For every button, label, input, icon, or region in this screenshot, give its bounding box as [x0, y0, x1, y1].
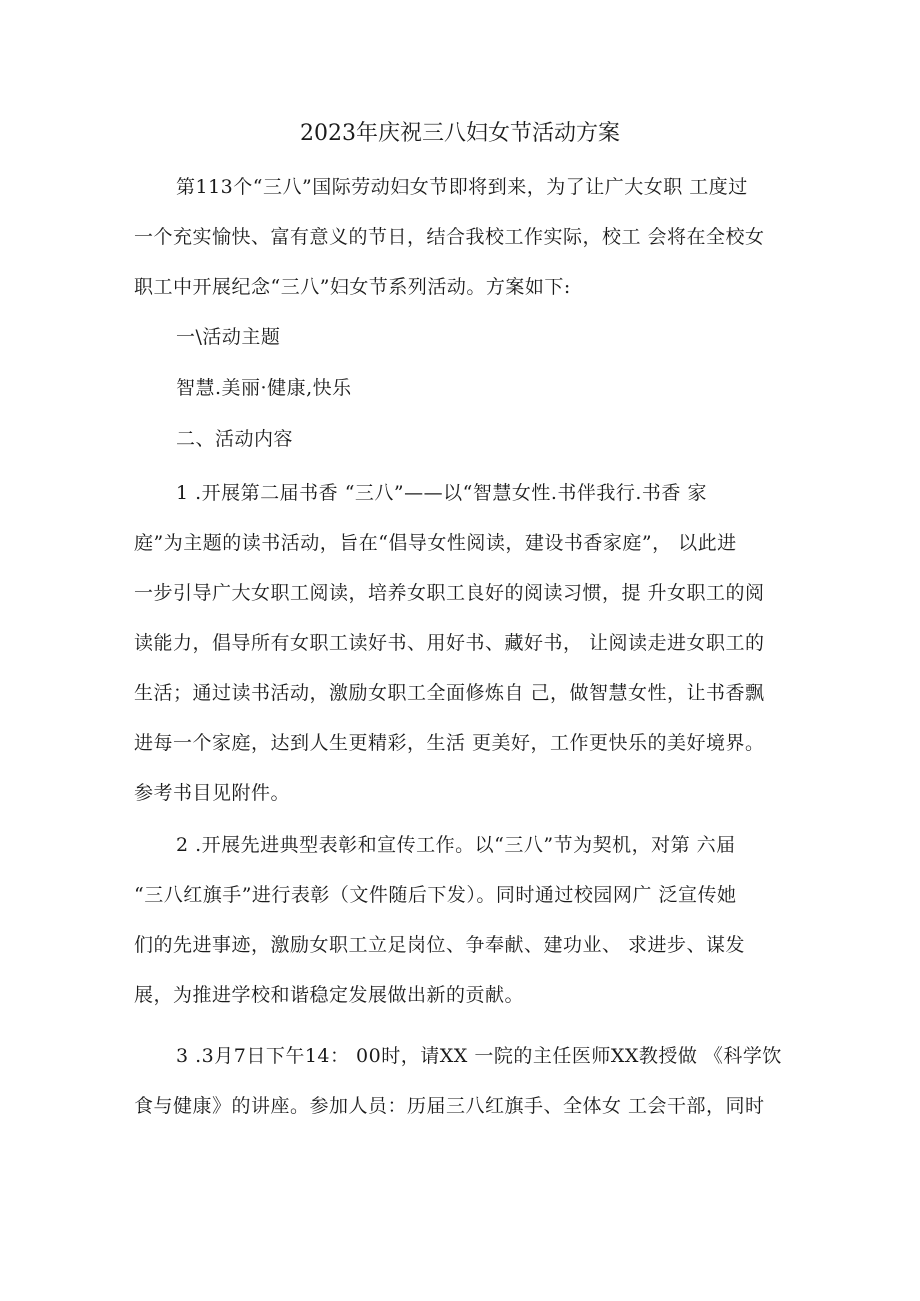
- paragraph-line: 食与健康》的讲座。参加人员：历届三八红旗手、全体女 工会干部，同时: [134, 1095, 765, 1117]
- paragraph-line: 一步引导广大女职工阅读，培养女职工良好的阅读习惯，提 升女职工的阅: [134, 582, 765, 604]
- theme-text: 智慧.美丽·健康,快乐: [176, 377, 352, 399]
- document-title: 2023年庆祝三八妇女节活动方案: [300, 121, 620, 146]
- paragraph-line: 们的先进事迹，激励女职工立足岗位、争奉献、建功业、 求进步、谋发: [134, 934, 746, 956]
- paragraph-line: 读能力，倡导所有女职工读好书、用好书、藏好书， 让阅读走进女职工的: [134, 632, 765, 654]
- paragraph-line: 生活；通过读书活动，激励女职工全面修炼自 己，做智慧女性，让书香飘: [134, 682, 765, 704]
- paragraph-line: 进每一个家庭，达到人生更精彩，生活 更美好，工作更快乐的美好境界。: [134, 732, 765, 754]
- paragraph-line: 展，为推进学校和谐稳定发展做出新的贡献。: [134, 984, 525, 1006]
- paragraph-line: 参考书目见附件。: [134, 782, 291, 804]
- paragraph-line: 一个充实愉快、富有意义的节日，结合我校工作实际，校工 会将在全校女: [134, 226, 765, 248]
- paragraph-line: 1 .开展第二届书香 “三八”——以“智慧女性.书伴我行.书香 家: [176, 482, 707, 504]
- paragraph-line: 2 .开展先进典型表彰和宣传工作。以“三八”节为契机，对第 六届: [176, 834, 736, 856]
- paragraph-line: 3 .3月7日下午14： 00时，请XX 一院的主任医师XX教授做 《科学饮: [176, 1045, 782, 1067]
- paragraph-line: 庭”为主题的读书活动，旨在“倡导女性阅读，建设书香家庭”， 以此进: [134, 532, 737, 554]
- paragraph-line: “三八红旗手”进行表彰（文件随后下发）。同时通过校园网广 泛宣传她: [134, 884, 737, 906]
- section-heading: 二、活动内容: [176, 428, 294, 450]
- paragraph-line: 第113个“三八”国际劳动妇女节即将到来，为了让广大女职 工度过: [176, 176, 748, 198]
- paragraph-line: 职工中开展纪念“三八”妇女节系列活动。方案如下:: [134, 276, 571, 298]
- section-heading: 一\活动主题: [176, 326, 281, 348]
